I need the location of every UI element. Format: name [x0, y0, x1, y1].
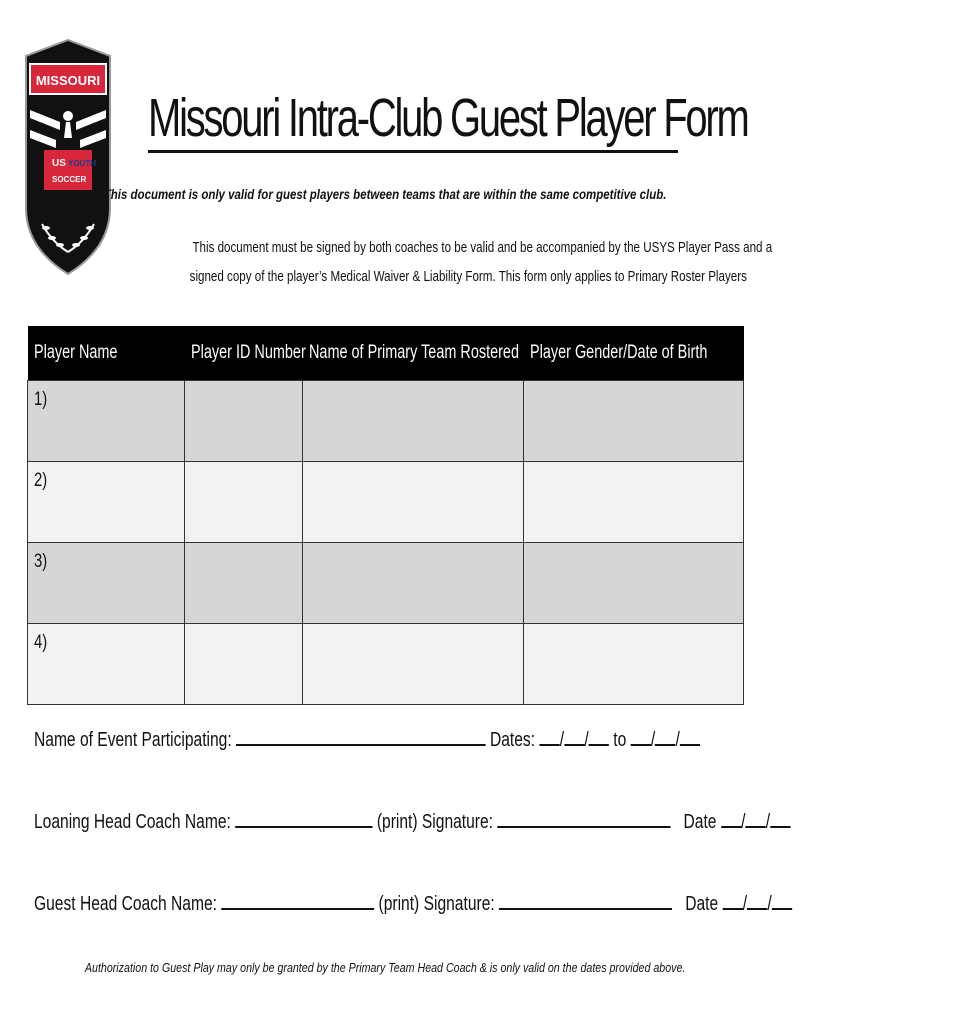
- loaning-day-field[interactable]: [745, 808, 765, 828]
- player-id-cell[interactable]: [185, 624, 303, 705]
- gender-dob-cell[interactable]: [524, 381, 744, 462]
- guest-date-label: Date: [685, 893, 719, 915]
- loaning-date-label: Date: [683, 811, 717, 833]
- logo-brand-youth: YOUTH: [68, 159, 96, 168]
- primary-team-cell[interactable]: [303, 543, 524, 624]
- start-day-field[interactable]: [564, 726, 584, 746]
- event-name-field[interactable]: [236, 726, 486, 746]
- end-year-field[interactable]: [680, 726, 700, 746]
- gender-dob-cell[interactable]: [524, 624, 744, 705]
- loaning-coach-label: Loaning Head Coach Name:: [34, 811, 231, 833]
- logo-brand-soccer: SOCCER: [52, 175, 87, 184]
- loaning-signature-field[interactable]: [497, 808, 670, 828]
- start-month-field[interactable]: [539, 726, 559, 746]
- primary-team-cell[interactable]: [303, 462, 524, 543]
- table-row: [28, 543, 744, 624]
- loaning-year-field[interactable]: [770, 808, 790, 828]
- player-id-cell[interactable]: [185, 462, 303, 543]
- player-id-cell[interactable]: [185, 381, 303, 462]
- loaning-coach-name-field[interactable]: [235, 808, 372, 828]
- player-name-cell[interactable]: 2): [28, 462, 185, 543]
- table-header-row: [28, 326, 744, 381]
- authorization-note: Authorization to Guest Play may only be granted by the Primary Team Head Coach & is only valid on the dates provided above.: [84, 960, 686, 975]
- guest-day-field[interactable]: [747, 890, 767, 910]
- start-year-field[interactable]: [589, 726, 609, 746]
- missouri-usys-logo: [22, 38, 114, 278]
- guest-signature-label: (print) Signature:: [378, 893, 495, 915]
- header-gender-dob: Player Gender/Date of Birth: [524, 326, 744, 381]
- loaning-month-field[interactable]: [721, 808, 741, 828]
- gender-dob-cell[interactable]: [524, 462, 744, 543]
- guest-coach-label: Guest Head Coach Name:: [34, 893, 217, 915]
- end-day-field[interactable]: [655, 726, 675, 746]
- player-table: [27, 326, 744, 705]
- loaning-coach-line: Loaning Head Coach Name: (print) Signature: Date / /: [34, 808, 790, 834]
- logo-state-text: MISSOURI: [35, 73, 101, 88]
- player-name-cell[interactable]: 3): [28, 543, 185, 624]
- intro-line-1: This document must be signed by both coaches to be valid and be accompanied by the USYS Player Pass and a: [192, 240, 773, 256]
- dates-label: Dates:: [489, 729, 536, 751]
- player-id-cell[interactable]: [185, 543, 303, 624]
- primary-team-cell[interactable]: [303, 381, 524, 462]
- header-player-id: Player ID Number: [185, 326, 303, 381]
- table-row: [28, 381, 744, 462]
- guest-coach-name-field[interactable]: [221, 890, 374, 910]
- table-row: [28, 624, 744, 705]
- guest-month-field[interactable]: [723, 890, 743, 910]
- end-month-field[interactable]: [631, 726, 651, 746]
- intro-line-2: signed copy of the player’s Medical Waiver & Liability Form. This form only applies to Primary Roster Players: [189, 269, 747, 285]
- event-label: Name of Event Participating:: [34, 729, 232, 751]
- loaning-signature-label: (print) Signature:: [376, 811, 494, 833]
- guest-year-field[interactable]: [772, 890, 792, 910]
- intro-paragraph: [120, 234, 773, 292]
- page-title: Missouri Intra-Club Guest Player Form: [148, 88, 678, 153]
- gender-dob-cell[interactable]: [524, 543, 744, 624]
- validity-note: This document is only valid for guest players between teams that are within the same competitive club.: [103, 186, 667, 202]
- player-name-cell[interactable]: 1): [28, 381, 185, 462]
- logo-brand-us: US: [52, 158, 66, 169]
- guest-signature-field[interactable]: [499, 890, 672, 910]
- table-row: [28, 462, 744, 543]
- event-line: Name of Event Participating: Dates: / / to / /: [34, 726, 700, 752]
- player-name-cell[interactable]: 4): [28, 624, 185, 705]
- header-primary-team: Name of Primary Team Rostered: [303, 326, 524, 381]
- header-player-name: Player Name: [28, 326, 185, 381]
- guest-coach-line: Guest Head Coach Name: (print) Signature: Date / /: [34, 890, 792, 916]
- primary-team-cell[interactable]: [303, 624, 524, 705]
- to-label: to: [613, 729, 627, 751]
